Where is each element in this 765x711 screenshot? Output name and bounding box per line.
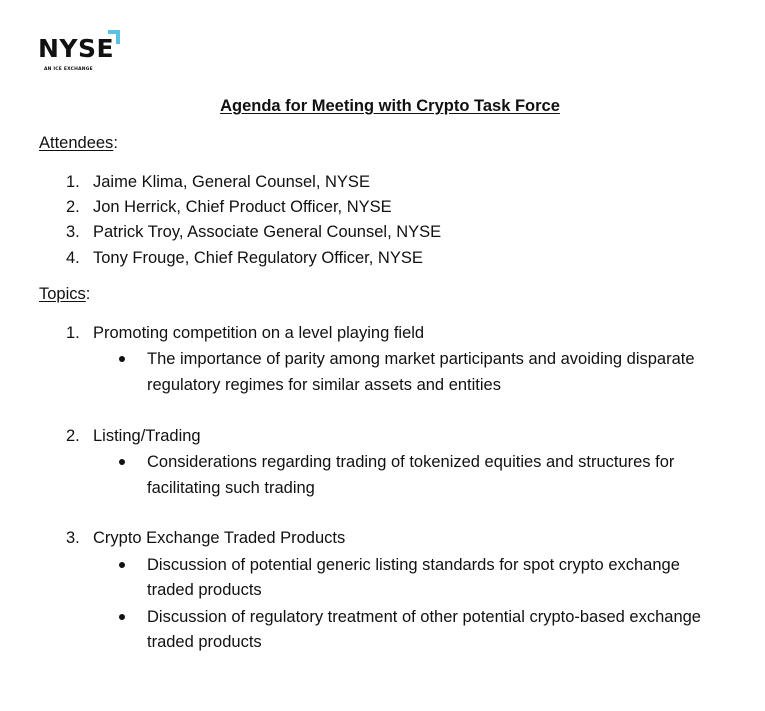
attendees-heading-colon: : — [113, 134, 118, 152]
attendee-item: Jon Herrick, Chief Product Officer, NYSE — [93, 198, 392, 216]
logo-wordmark: NYSE — [38, 34, 115, 63]
bullet-icon — [119, 562, 125, 568]
bullet-icon — [119, 614, 125, 620]
attendee-number: 2. — [66, 198, 80, 216]
topics-heading — [39, 285, 90, 304]
topic-bullet-line: Discussion of potential generic listing standards for spot crypto exchange — [147, 556, 680, 574]
attendee-item: Tony Frouge, Chief Regulatory Officer, NYSE — [93, 249, 423, 267]
attendee-number: 3. — [66, 223, 80, 241]
logo-bracket-icon — [108, 30, 120, 44]
topic-item: Promoting competition on a level playing field — [93, 324, 425, 342]
topics-heading-label: Topics — [39, 285, 86, 303]
topic-number: 2. — [66, 427, 80, 445]
bullet-icon — [119, 356, 125, 362]
attendee-item: Patrick Troy, Associate General Counsel, NYSE — [93, 223, 442, 241]
topic-bullet-line: Considerations regarding trading of tokenized equities and structures for — [147, 453, 675, 471]
topic-item: Listing/Trading — [93, 427, 201, 445]
topic-bullet-line: Discussion of regulatory treatment of other potential crypto-based exchange — [147, 608, 701, 626]
document-title: Agenda for Meeting with Crypto Task Force — [220, 97, 560, 115]
topic-bullet-line: traded products — [147, 581, 262, 599]
topic-bullet-line: The importance of parity among market participants and avoiding disparate — [147, 350, 695, 368]
logo-subtitle: AN ICE EXCHANGE — [44, 67, 93, 72]
topic-bullet-line: facilitating such trading — [147, 479, 315, 497]
attendee-number: 4. — [66, 249, 80, 267]
topic-number: 3. — [66, 529, 80, 547]
attendee-item: Jaime Klima, General Counsel, NYSE — [93, 173, 370, 191]
topics-heading-colon: : — [85, 285, 91, 303]
attendees-heading-label: Attendees — [39, 134, 114, 152]
topic-number: 1. — [66, 324, 80, 342]
attendee-number: 1. — [66, 173, 80, 191]
topic-bullet-line: traded products — [147, 633, 262, 651]
bullet-icon — [119, 459, 125, 465]
attendees-heading — [39, 134, 118, 153]
topic-item: Crypto Exchange Traded Products — [93, 529, 346, 547]
nyse-logo — [38, 30, 128, 76]
topic-bullet-line: regulatory regimes for similar assets and entities — [147, 376, 501, 394]
